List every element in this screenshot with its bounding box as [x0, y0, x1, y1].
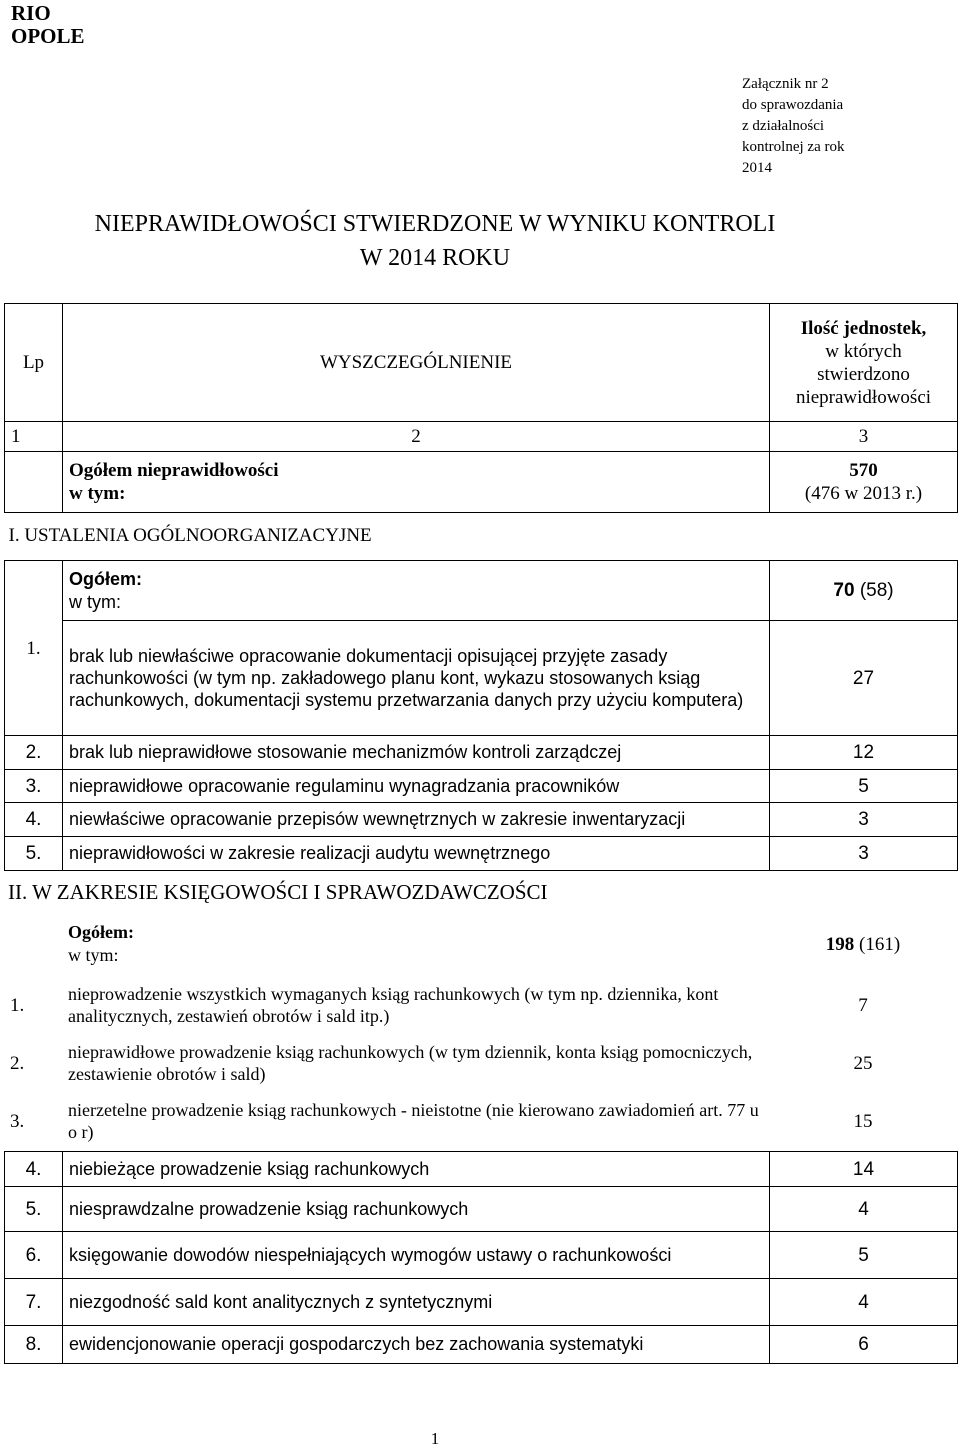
row-text: niewłaściwe opracowanie przepisów wewnętrznych w zakresie inwentaryzacji	[63, 803, 770, 837]
row-value: 4	[770, 1279, 958, 1326]
col-number: 1	[5, 422, 63, 452]
table-row	[5, 1232, 958, 1279]
row-text: nieprawidłowe prowadzenie ksiąg rachunkowych (w tym dziennik, konta ksiąg pomocniczych, zestawienie obrotów i sald)	[68, 1042, 753, 1084]
row-value: 5	[770, 1232, 958, 1279]
grand-total-label: Ogółem nieprawidłowości w tym:	[63, 452, 770, 513]
row-value: 4	[770, 1187, 958, 1232]
table-row	[5, 1152, 958, 1187]
col-count-line: nieprawidłowości	[795, 386, 932, 408]
row-text: nieprawidłowe opracowanie regulaminu wynagradzania pracowników	[63, 770, 770, 803]
annex-note	[742, 74, 942, 179]
row-text: ewidencjonowanie operacji gospodarczych bez zachowania systematyki	[63, 1326, 770, 1364]
row-lp: 1.	[10, 994, 25, 1016]
section-1-total-row	[5, 561, 958, 621]
row-lp: 8.	[5, 1326, 63, 1364]
grand-total-row	[5, 452, 958, 513]
header-row	[5, 304, 958, 422]
row-value: 3	[770, 803, 958, 837]
table-row	[4, 976, 957, 1034]
org-line-1: RIO	[11, 1, 51, 25]
table-row	[5, 1187, 958, 1232]
row-text: brak lub nieprawidłowe stosowanie mechanizmów kontroli zarządczej	[63, 736, 770, 770]
column-numbers-row	[5, 422, 958, 452]
table-row	[4, 1034, 957, 1092]
col-number: 2	[63, 422, 770, 452]
annex-line: do sprawozdania	[742, 97, 844, 113]
row-lp: 5.	[5, 837, 63, 871]
section-2-table-b	[4, 1151, 958, 1364]
page-number: 1	[430, 1429, 440, 1448]
organization-name	[11, 2, 85, 48]
table-row	[5, 803, 958, 837]
col-description-header: WYSZCZEGÓLNIENIE	[63, 304, 770, 422]
section-2-table-a	[4, 912, 957, 1150]
section-1-title: I. USTALENIA OGÓLNOORGANIZACYJNE	[8, 524, 372, 546]
grand-total-value: 570 (476 w 2013 r.)	[770, 452, 958, 513]
col-count-line: w których	[825, 340, 902, 362]
row-value: 6	[770, 1326, 958, 1364]
irregularities-table-header	[4, 303, 958, 558]
annex-line: z działalności	[742, 118, 825, 134]
title-line-1: NIEPRAWIDŁOWOŚCI STWIERDZONE W WYNIKU KONTROLI	[94, 211, 776, 237]
section-1-title-row	[5, 513, 958, 558]
row-lp: 3.	[10, 1110, 25, 1132]
section-2-total-row	[4, 912, 957, 976]
row-lp: 1.	[5, 561, 63, 736]
col-count-header	[770, 304, 958, 422]
annex-line: 2014	[742, 160, 772, 176]
section-1-total-value: 70 (58)	[770, 561, 958, 621]
row-text: niesprawdzalne prowadzenie ksiąg rachunkowych	[63, 1187, 770, 1232]
row-value: 12	[770, 736, 958, 770]
section-1-table	[4, 560, 958, 871]
section-2-total-label: Ogółem: w tym:	[68, 922, 134, 965]
title-line-2: W 2014 ROKU	[359, 245, 511, 271]
row-text: księgowanie dowodów niespełniających wymogów ustawy o rachunkowości	[63, 1232, 770, 1279]
annex-line: Załącznik nr 2	[742, 76, 829, 92]
row-value: 27	[770, 621, 958, 736]
table-row	[5, 621, 958, 736]
row-lp: 7.	[5, 1279, 63, 1326]
col-lp-header: Lp	[5, 304, 63, 422]
col-count-line: stwierdzono	[817, 363, 910, 385]
row-lp: 3.	[5, 770, 63, 803]
col-number: 3	[770, 422, 958, 452]
table-row	[5, 1279, 958, 1326]
row-text: nieprawidłowości w zakresie realizacji audytu wewnętrznego	[63, 837, 770, 871]
row-lp: 2.	[5, 736, 63, 770]
row-value: 15	[853, 1110, 873, 1132]
row-value: 7	[858, 994, 868, 1016]
table-row	[5, 770, 958, 803]
row-text: brak lub niewłaściwe opracowanie dokumentacji opisującej przyjęte zasady rachunkowości (w tym np. zakładowego planu kont, wykazu stosowanych ksiąg rachunkowych, dokumentacji systemu przetwarzania danych przy użyciu komputera)	[63, 621, 770, 736]
section-2-total-value: 198 (161)	[825, 933, 901, 955]
table-row	[5, 1326, 958, 1364]
table-row	[4, 1092, 957, 1150]
row-value: 25	[853, 1052, 873, 1074]
row-lp: 4.	[5, 803, 63, 837]
row-value: 14	[770, 1152, 958, 1187]
row-lp: 4.	[5, 1152, 63, 1187]
row-text: nierzetelne prowadzenie ksiąg rachunkowych - nieistotne (nie kierowano zawiadomień art. 77 u o r)	[68, 1100, 759, 1142]
row-text: niebieżące prowadzenie ksiąg rachunkowych	[63, 1152, 770, 1187]
col-count-line: Ilość jednostek,	[800, 317, 927, 339]
row-lp: 5.	[5, 1187, 63, 1232]
row-lp: 6.	[5, 1232, 63, 1279]
annex-line: kontrolnej za rok	[742, 139, 845, 155]
org-line-2: OPOLE	[11, 24, 85, 48]
row-lp: 2.	[10, 1052, 25, 1074]
table-row	[5, 736, 958, 770]
section-2-title: II. W ZAKRESIE KSIĘGOWOŚCI I SPRAWOZDAWCZOŚCI	[8, 880, 548, 904]
section-1-total-label: Ogółem: w tym:	[63, 561, 770, 621]
row-text: nieprowadzenie wszystkich wymaganych ksiąg rachunkowych (w tym np. dziennika, kont analitycznych, zestawień obrotów i sald itp.)	[68, 984, 719, 1026]
row-value: 5	[770, 770, 958, 803]
table-row	[5, 837, 958, 871]
row-text: niezgodność sald kont analitycznych z syntetycznymi	[63, 1279, 770, 1326]
row-value: 3	[770, 837, 958, 871]
document-title	[0, 207, 870, 275]
